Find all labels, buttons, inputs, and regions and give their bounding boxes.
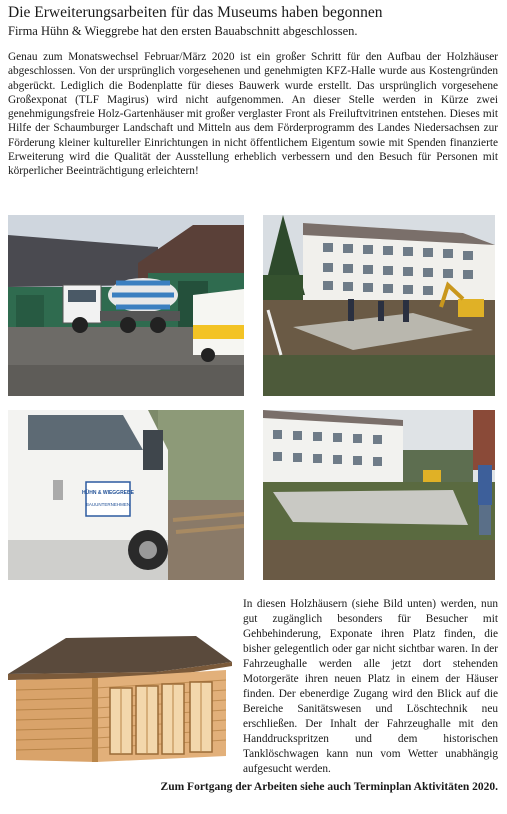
truck-sign-line1: HÜHN & WIEGGREBE [82,490,134,496]
photo-concrete-mixer-yard [8,215,244,396]
page-subtitle: Firma Hühn & Wieggrebe hat den ersten Bauabschnitt abgeschlossen. [8,24,358,38]
second-paragraph-text: In diesen Holzhäusern (siehe Bild unten) werden, nun gut zugänglich besonders für Besucher mit Gehbehinderung, Exponate ihren Platz finden, die bisher gelegentlich oder gar nicht sichtbar waren. In der Fahrzeughalle werden alle jetzt dort stehenden Motorgeräte ihren neuen Platz in einem der Häuser finden. Der ebenerdige Zugang wird den Blick auf die Bereiche Sanitätswesen und Löschtechnik neu erschließen. Der Inhalt der Fahrzeughalle mit den Handdruckspritzen und dem historischen Tanklöschwagen kann nun vom Wetter unabhängig aufgesucht werden. [243,598,498,775]
photo-foundation-slab [263,215,495,396]
photo-company-truck [8,410,244,580]
intro-paragraph: Genau zum Monatswechsel Februar/März 2020 ist ein großer Schritt für den Aufbau der Holzhäuser abgeschlossen. Von der ursprünglich vorgesehenen und genehmigten KFZ-Halle wurde aus Kostengründen abgerückt. Lediglich die Bodenplatte für dieses Bauwerk wurde erstellt. Das ursprünglich vorgesehene Großexponat (TLF Magirus) wird nicht aufgenommen. An dieser Stelle werden in Kürze zwei genehmigungsfreie Holz-Gartenhäuser mit großer verglaster Front als Freiluftvitrinen entstehen. Dieses mit Hilfe der Schaumburger Landschaft und Mitteln aus dem Förderprogramm des Landes Niedersachsen zur Förderung kleiner kultureller Einrichtungen in nicht öffentlichem Eigentum sowie mit Spenden finanzierte Erweiterung wird die Qualität der Ausstellung erheblich verbessern und den Besuch für Personen mit körperlicher Beeinträchtigung erleichtern! [8,51,498,178]
garden-house-illustration [6,634,234,766]
photo-finished-slab [263,410,495,580]
truck-sign-line2: BAUUNTERNEHMEN [85,502,131,507]
footer-note: Zum Fortgang der Arbeiten siehe auch Terminplan Aktivitäten 2020. [160,781,498,793]
page-title: Die Erweiterungsarbeiten für das Museums haben begonnen [8,4,383,21]
